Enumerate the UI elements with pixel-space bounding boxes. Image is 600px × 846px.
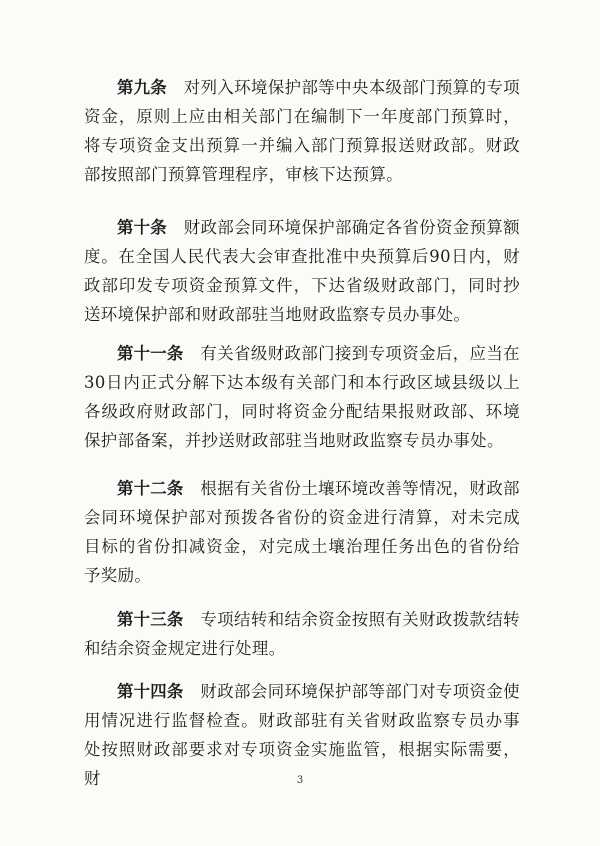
article-heading: 第十三条: [117, 610, 184, 629]
article-13: [84, 606, 520, 664]
article-9: [84, 74, 520, 190]
article-body: 财政部会同环境保护部确定各省份资金预算额度。在全国人民代表大会审查批准中央预算后90日内，财政部印发专项资金预算文件，下达省级财政部门，同时抄送环境保护部和财政部驻当地财政监察专员办事处。: [84, 218, 520, 324]
article-heading: 第十条: [117, 218, 167, 237]
article-heading: 第九条: [117, 78, 167, 97]
article-body: 专项结转和结余资金按照有关财政拨款结转和结余资金规定进行处理。: [84, 610, 520, 658]
article-11: [84, 340, 520, 456]
article-body: 财政部会同环境保护部等部门对专项资金使用情况进行监督检查。财政部驻有关省财政监察专员办事处按照财政部要求对专项资金实施监管，根据实际需要，财: [84, 682, 520, 788]
article-heading: 第十二条: [117, 479, 184, 498]
article-body: 根据有关省份土壤环境改善等情况，财政部会同环境保护部对预拨各省份的资金进行清算，对未完成目标的省份扣减资金，对完成土壤治理任务出色的省份给予奖励。: [84, 479, 520, 585]
article-heading: 第十四条: [117, 682, 184, 701]
article-heading: 第十一条: [117, 344, 184, 363]
article-10: [84, 214, 520, 330]
page-number: 3: [296, 775, 304, 786]
article-body: 对列入环境保护部等中央本级部门预算的专项资金，原则上应由相关部门在编制下一年度部门预算时，将专项资金支出预算一并编入部门预算报送财政部。财政部按照部门预算管理程序，审核下达预算。: [84, 78, 520, 184]
article-12: [84, 475, 520, 591]
article-body: 有关省级财政部门接到专项资金后，应当在30日内正式分解下达本级有关部门和本行政区域县级以上各级政府财政部门，同时将资金分配结果报财政部、环境保护部备案，并抄送财政部驻当地财政监察专员办事处。: [84, 344, 520, 450]
